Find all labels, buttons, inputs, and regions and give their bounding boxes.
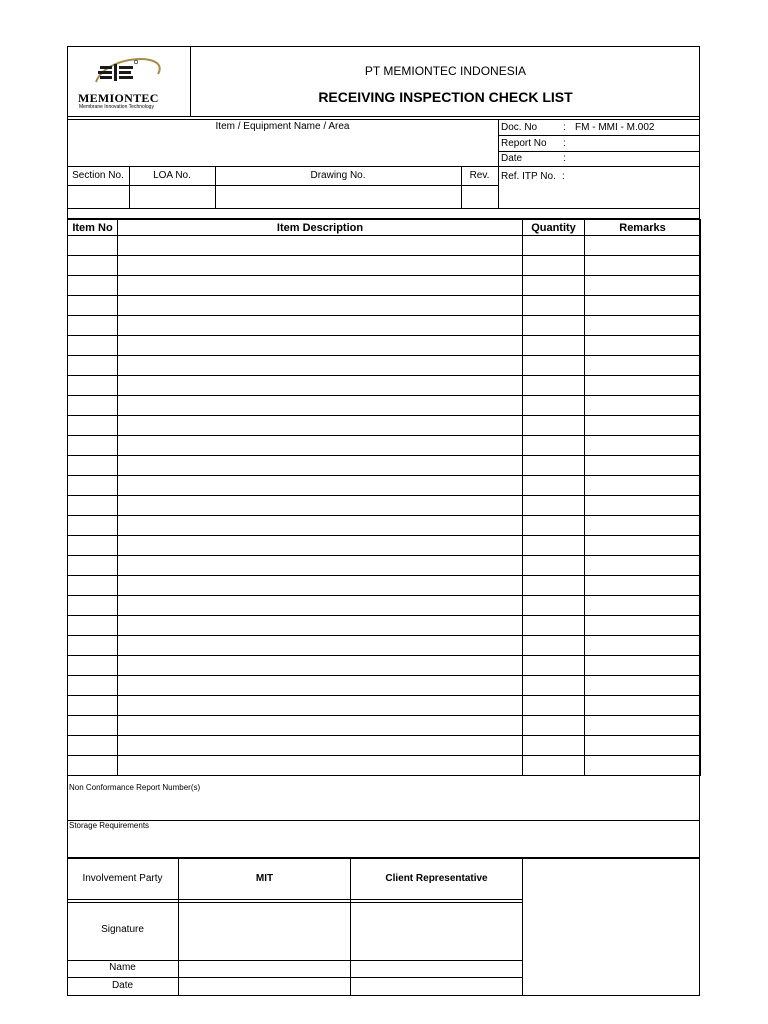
table-row	[68, 736, 701, 756]
remarks-cell[interactable]	[585, 676, 701, 696]
company-name: PT MEMIONTEC INDONESIA	[364, 64, 527, 78]
mit-label: MIT	[255, 873, 274, 884]
remarks-cell[interactable]	[585, 556, 701, 576]
items-table-body	[68, 236, 701, 776]
quantity-cell[interactable]	[523, 656, 585, 676]
item-equipment-label: Item / Equipment Name / Area	[215, 121, 350, 132]
info-right-divider	[498, 119, 499, 209]
quantity-cell[interactable]	[523, 316, 585, 336]
mit-date-field[interactable]	[179, 978, 350, 995]
quantity-cell[interactable]	[523, 296, 585, 316]
client-date-field[interactable]	[351, 978, 522, 995]
item-no-cell[interactable]	[68, 376, 118, 396]
quantity-cell[interactable]	[523, 576, 585, 596]
table-row	[68, 636, 701, 656]
table-row	[68, 476, 701, 496]
remarks-cell[interactable]	[585, 696, 701, 716]
report-no-colon: :	[563, 138, 566, 149]
table-row	[68, 276, 701, 296]
form-title: RECEIVING INSPECTION CHECK LIST	[318, 89, 573, 105]
rev-label: Rev.	[469, 170, 490, 181]
table-row	[68, 376, 701, 396]
date-colon: :	[563, 153, 566, 164]
doc-no-label: Doc. No	[501, 122, 538, 133]
table-row	[68, 496, 701, 516]
items-table	[67, 219, 701, 776]
remarks-cell[interactable]	[585, 496, 701, 516]
ref-itp-label: Ref. ITP No.	[501, 171, 556, 182]
quantity-cell[interactable]	[523, 396, 585, 416]
remarks-cell[interactable]	[585, 516, 701, 536]
table-row	[68, 516, 701, 536]
item-description-cell[interactable]	[118, 456, 523, 476]
table-row	[68, 756, 701, 776]
item-no-cell[interactable]	[68, 516, 118, 536]
mit-name-field[interactable]	[179, 961, 350, 977]
table-row	[68, 256, 701, 276]
table-row	[68, 396, 701, 416]
remarks-cell[interactable]	[585, 596, 701, 616]
quantity-cell[interactable]	[523, 376, 585, 396]
mit-signature-field[interactable]	[179, 903, 350, 960]
table-row	[68, 336, 701, 356]
quantity-cell[interactable]	[523, 736, 585, 756]
info-gap-line	[67, 119, 700, 120]
remarks-cell[interactable]	[585, 356, 701, 376]
quantity-cell[interactable]	[523, 636, 585, 656]
logo-wordmark: MEMIONTEC	[78, 91, 159, 105]
quantity-cell[interactable]	[523, 496, 585, 516]
signoff-date-label: Date	[111, 980, 134, 991]
quantity-cell[interactable]	[523, 436, 585, 456]
remarks-cell[interactable]	[585, 576, 701, 596]
item-no-cell[interactable]	[68, 616, 118, 636]
header-bottom-line	[67, 116, 700, 117]
item-description-cell[interactable]	[118, 556, 523, 576]
table-row	[68, 556, 701, 576]
table-row	[68, 236, 701, 256]
col-header-item-description: Item Description	[118, 220, 523, 236]
remarks-cell[interactable]	[585, 256, 701, 276]
table-row	[68, 616, 701, 636]
remarks-cell[interactable]	[585, 736, 701, 756]
quantity-cell[interactable]	[523, 456, 585, 476]
item-description-cell[interactable]	[118, 396, 523, 416]
section-row-top	[67, 166, 700, 167]
quantity-cell[interactable]	[523, 716, 585, 736]
remarks-cell[interactable]	[585, 396, 701, 416]
table-row	[68, 316, 701, 336]
item-no-cell[interactable]	[68, 736, 118, 756]
quantity-cell[interactable]	[523, 356, 585, 376]
remarks-cell[interactable]	[585, 436, 701, 456]
table-row	[68, 596, 701, 616]
table-row	[68, 676, 701, 696]
item-no-cell[interactable]	[68, 696, 118, 716]
quantity-cell[interactable]	[523, 616, 585, 636]
item-no-cell[interactable]	[68, 316, 118, 336]
item-description-cell[interactable]	[118, 596, 523, 616]
logo-tagline: Membrane Innovation Technology	[79, 104, 154, 110]
table-row	[68, 436, 701, 456]
report-no-label: Report No	[501, 138, 547, 149]
item-no-cell[interactable]	[68, 336, 118, 356]
ncr-label: Non Conformance Report Number(s)	[69, 783, 201, 792]
remarks-cell[interactable]	[585, 376, 701, 396]
item-no-cell[interactable]	[68, 716, 118, 736]
item-description-cell[interactable]	[118, 236, 523, 256]
signoff-line-1	[67, 899, 522, 900]
item-no-cell[interactable]	[68, 256, 118, 276]
item-no-cell[interactable]	[68, 756, 118, 776]
drawing-no-label: Drawing No.	[310, 170, 366, 181]
table-row	[68, 656, 701, 676]
quantity-cell[interactable]	[523, 756, 585, 776]
item-no-cell[interactable]	[68, 236, 118, 256]
quantity-cell[interactable]	[523, 556, 585, 576]
remarks-cell[interactable]	[585, 316, 701, 336]
quantity-cell[interactable]	[523, 236, 585, 256]
item-description-cell[interactable]	[118, 436, 523, 456]
item-no-cell[interactable]	[68, 636, 118, 656]
quantity-cell[interactable]	[523, 516, 585, 536]
item-description-cell[interactable]	[118, 696, 523, 716]
quantity-cell[interactable]	[523, 596, 585, 616]
table-row	[68, 416, 701, 436]
remarks-cell[interactable]	[585, 276, 701, 296]
item-description-cell[interactable]	[118, 496, 523, 516]
remarks-cell[interactable]	[585, 616, 701, 636]
item-description-cell[interactable]	[118, 516, 523, 536]
item-description-cell[interactable]	[118, 296, 523, 316]
col-header-item-no: Item No	[68, 220, 118, 236]
table-row	[68, 296, 701, 316]
storage-label: Storage Requirements	[69, 821, 150, 830]
quantity-cell[interactable]	[523, 536, 585, 556]
item-description-cell[interactable]	[118, 536, 523, 556]
doc-no-colon: :	[563, 122, 566, 133]
loa-no-label: LOA No.	[153, 170, 191, 181]
involvement-party-label: Involvement Party	[82, 873, 163, 884]
remarks-cell[interactable]	[585, 236, 701, 256]
item-description-cell[interactable]	[118, 616, 523, 636]
table-row	[68, 576, 701, 596]
item-description-cell[interactable]	[118, 716, 523, 736]
remarks-cell[interactable]	[585, 716, 701, 736]
item-description-cell[interactable]	[118, 756, 523, 776]
signature-label: Signature	[101, 924, 144, 935]
item-description-cell[interactable]	[118, 676, 523, 696]
doc-no-value: FM - MMI - M.002	[575, 122, 655, 133]
remarks-cell[interactable]	[585, 756, 701, 776]
section-row-mid	[67, 185, 498, 186]
table-row	[68, 696, 701, 716]
ncr-bottom-line	[67, 820, 700, 821]
signoff-col-divider-3	[522, 858, 523, 996]
items-table-header	[68, 220, 701, 236]
quantity-cell[interactable]	[523, 696, 585, 716]
item-description-cell[interactable]	[118, 336, 523, 356]
storage-bottom-line	[67, 857, 700, 859]
item-description-cell[interactable]	[118, 356, 523, 376]
remarks-cell[interactable]	[585, 456, 701, 476]
doc-row-line-2	[498, 151, 700, 152]
quantity-cell[interactable]	[523, 676, 585, 696]
item-description-cell[interactable]	[118, 256, 523, 276]
item-no-cell[interactable]	[68, 356, 118, 376]
quantity-cell[interactable]	[523, 416, 585, 436]
remarks-cell[interactable]	[585, 296, 701, 316]
client-name-field[interactable]	[351, 961, 522, 977]
item-no-cell[interactable]	[68, 536, 118, 556]
remarks-cell[interactable]	[585, 536, 701, 556]
item-description-cell[interactable]	[118, 316, 523, 336]
remarks-cell[interactable]	[585, 656, 701, 676]
item-description-cell[interactable]	[118, 656, 523, 676]
item-no-cell[interactable]	[68, 396, 118, 416]
table-row	[68, 356, 701, 376]
item-no-cell[interactable]	[68, 456, 118, 476]
ncr-field[interactable]	[68, 794, 699, 820]
item-description-cell[interactable]	[118, 736, 523, 756]
company-logo	[76, 52, 184, 112]
item-no-cell[interactable]	[68, 436, 118, 456]
remarks-cell[interactable]	[585, 416, 701, 436]
item-no-cell[interactable]	[68, 596, 118, 616]
item-no-cell[interactable]	[68, 656, 118, 676]
item-no-cell[interactable]	[68, 276, 118, 296]
item-no-cell[interactable]	[68, 476, 118, 496]
item-no-cell[interactable]	[68, 576, 118, 596]
name-label: Name	[109, 962, 136, 973]
remarks-cell[interactable]	[585, 336, 701, 356]
item-description-cell[interactable]	[118, 376, 523, 396]
item-description-cell[interactable]	[118, 416, 523, 436]
client-signature-field[interactable]	[351, 903, 522, 960]
ref-itp-colon: :	[562, 171, 565, 182]
quantity-cell[interactable]	[523, 476, 585, 496]
item-no-cell[interactable]	[68, 496, 118, 516]
doc-row-line-1	[498, 135, 700, 136]
item-description-cell[interactable]	[118, 276, 523, 296]
item-description-cell[interactable]	[118, 476, 523, 496]
quantity-cell[interactable]	[523, 276, 585, 296]
item-no-cell[interactable]	[68, 296, 118, 316]
date-label: Date	[501, 153, 523, 164]
item-description-cell[interactable]	[118, 636, 523, 656]
col-header-remarks: Remarks	[585, 220, 701, 236]
storage-field[interactable]	[68, 832, 699, 856]
info-bottom-line	[67, 208, 700, 209]
table-row	[68, 456, 701, 476]
client-representative-label: Client Representative	[385, 873, 488, 884]
item-no-cell[interactable]	[68, 676, 118, 696]
item-no-cell[interactable]	[68, 556, 118, 576]
quantity-cell[interactable]	[523, 256, 585, 276]
remarks-cell[interactable]	[585, 476, 701, 496]
col-header-quantity: Quantity	[523, 220, 585, 236]
section-no-label: Section No.	[72, 170, 124, 181]
table-row	[68, 536, 701, 556]
quantity-cell[interactable]	[523, 336, 585, 356]
remarks-cell[interactable]	[585, 636, 701, 656]
table-row	[68, 716, 701, 736]
header-divider	[190, 46, 191, 117]
item-no-cell[interactable]	[68, 416, 118, 436]
item-description-cell[interactable]	[118, 576, 523, 596]
